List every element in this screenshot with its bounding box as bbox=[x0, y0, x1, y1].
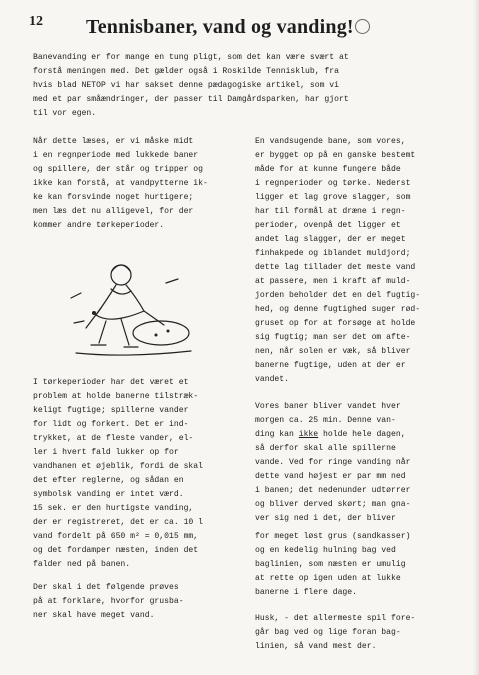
circle-icon bbox=[355, 19, 370, 34]
right2-post: holde hele dagen, så derfor skal alle spillerne vande. Ved for ringe vanding når dette vand højest er par mm ned i banen; det nedenunder udtørrer og bliver derved skørt; man gna- ver sig ned i det, der bliver bbox=[255, 430, 411, 523]
right-paragraph-4: Husk, - det allermeste spil fore- går bag ved og lige foran bag- linien, så vand mest der. bbox=[255, 614, 416, 651]
left-paragraph-3: Der skal i det følgende prøves på at forklare, hvorfor grusba- ner skal have meget vand. bbox=[33, 583, 184, 620]
title-text: Tennisbaner, vand og vanding! bbox=[86, 16, 354, 38]
intro-paragraph: Banevanding er for mange en tung pligt, som det kan være svært at forstå meningen med. Det gælder også i Roskilde Tennisklub, fra hvis blad NETOP vi har sakset denne pædagogiske artikel, som vi med et par småændringer, der passer til Damgårdsparken, har gjort til vor egen. bbox=[33, 53, 349, 118]
left-paragraph-2: I tørkeperioder har det været et problem at holde banerne tilstræk- keligt fugtige; spillerne vander for lidt og forkert. Det er ind- trykket, at de fleste vander, el- ler i hvert fald lukker op for vandhanen et øjeblik, fordi de skal det efter reglerne, og sådan en symbolsk vanding er intet værd. 15 sek. er den hurtigste vanding, der er registreret, det er ca. 10 l vand fordelt på 650 m² = 0,015 mm, og det fordamper næsten, inden det falder ned på banen. bbox=[33, 378, 203, 569]
right-paragraph-1: En vandsugende bane, som vores, er bygget op på en ganske bestemt måde for at kunne fungere både i regnperioder og tørke. Nederst ligger et lag grove slagger, som har til formål at dræne i regn- perioder, ovenpå det ligger et andet lag slagger, der er meget finhakpede og iblandet muldjord; dette lag tillader det meste vand at passere, men i kraft af muld- jorden beholder det en del fugtig- hed, og denne fugtighed suger rød- gruset op for at forsøge at holde sig fugtig; man ser det om afte- nen, når solen er væk, så bliver banerne fugtige, uden at der er vandet. bbox=[255, 137, 421, 384]
right2-pre: Vores baner bliver vandet hver morgen ca. 25 min. Denne van- ding kan bbox=[255, 402, 401, 439]
left-paragraph-1: Når dette læses, er vi måske midt i en regnperiode med lukkede baner og spillere, der står og tripper og ikke kan forstå, at vandpytterne ik- ke kan forsvinde noget hurtigere; men læs det nu alligevel, for der kommer andre tørkeperioder. bbox=[33, 137, 208, 230]
page-number: 12 bbox=[29, 14, 43, 29]
page-title bbox=[86, 16, 370, 39]
right-paragraph-2 bbox=[255, 400, 410, 526]
underlined-word: ikke bbox=[298, 430, 319, 439]
page-edge bbox=[473, 0, 479, 675]
illustration-sketch bbox=[66, 253, 201, 363]
right-paragraph-3: for meget løst grus (sandkasser) og en kedelig hulning bag ved baglinien, som næsten er umulig at rette op igen uden at lukke banerne i flere dage. bbox=[255, 532, 411, 597]
